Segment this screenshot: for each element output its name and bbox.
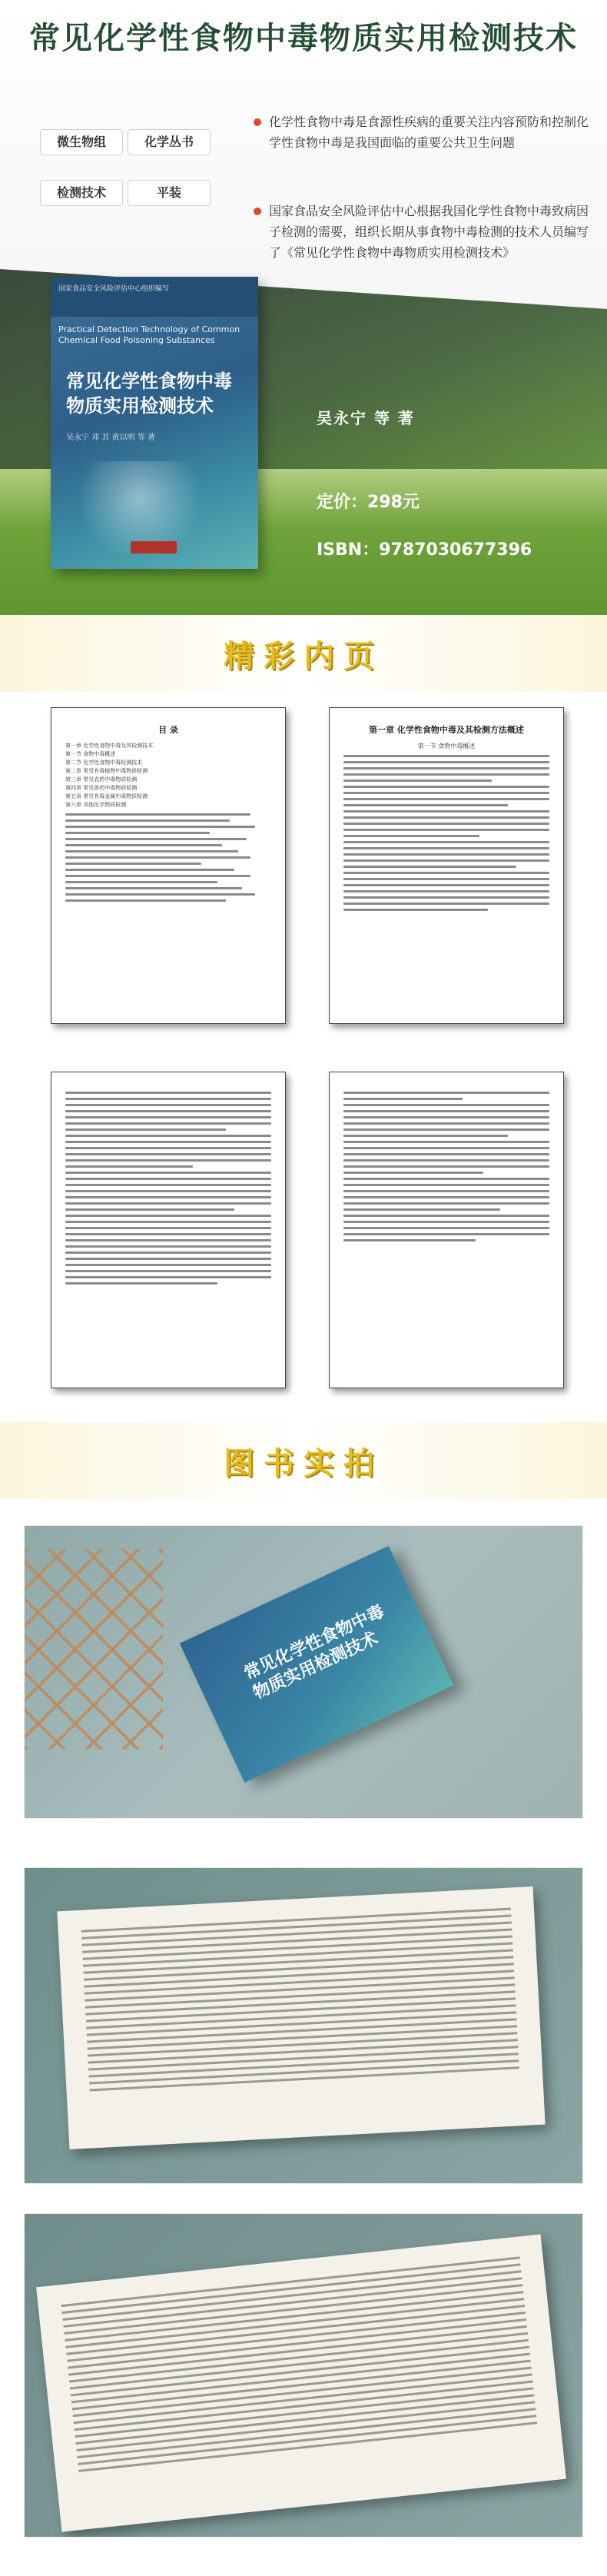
intro-bullet-2: 国家食品安全风险评估中心根据我国化学性食物中毒致病因子检测的需要，组织长期从事食物中毒检测的技术人员编写了《常见化学性食物中毒物质实用检测技术》 xyxy=(269,204,589,260)
text-line xyxy=(343,773,549,776)
text-line xyxy=(343,847,549,849)
text-line xyxy=(65,850,238,853)
text-line xyxy=(65,1215,271,1217)
text-line xyxy=(343,798,549,800)
photo-open-book-1 xyxy=(25,1868,582,2183)
text-line xyxy=(343,786,549,788)
text-line xyxy=(65,1233,271,1235)
text-line xyxy=(65,1116,271,1118)
text-line xyxy=(65,881,217,883)
text-line xyxy=(343,1098,463,1100)
text-line xyxy=(65,1172,271,1174)
text-line xyxy=(65,1221,271,1223)
text-line xyxy=(343,1233,549,1235)
tag-2: 化学丛书 xyxy=(128,129,211,155)
text-line xyxy=(65,844,222,846)
text-line xyxy=(343,1221,549,1223)
cover-series: 国家食品安全风险评估中心组织编写 xyxy=(58,285,170,293)
text-line xyxy=(65,1270,271,1272)
text-line xyxy=(65,887,242,889)
publisher-logo xyxy=(131,541,177,553)
text-line xyxy=(343,1190,549,1192)
book-cover xyxy=(51,277,258,569)
text-line xyxy=(343,841,549,843)
text-line xyxy=(65,838,247,840)
page-title: 常见化学性食物中毒物质实用检测技术 xyxy=(29,21,578,56)
text-line xyxy=(65,1190,271,1192)
toc-title: 目 录 xyxy=(158,725,178,735)
text-line xyxy=(65,893,255,896)
text-line xyxy=(65,1239,271,1241)
text-line xyxy=(343,859,549,862)
text-line xyxy=(343,1159,549,1162)
text-line xyxy=(343,779,492,782)
text-line xyxy=(65,1135,271,1137)
toc-item: 第六章 其他化学物质检测 xyxy=(65,802,127,808)
photo-book-cover xyxy=(25,1526,582,1818)
text-line xyxy=(65,1104,271,1106)
text-line xyxy=(65,856,250,859)
text-line xyxy=(65,1208,234,1211)
toc-item: 第五章 常见有毒金属中毒物质检测 xyxy=(65,793,148,799)
text-line xyxy=(65,813,250,816)
text-line xyxy=(343,909,488,911)
text-line xyxy=(65,1282,217,1285)
text-line xyxy=(65,1141,271,1143)
text-line xyxy=(343,1208,500,1211)
text-line xyxy=(65,1227,271,1229)
section-banner-photos xyxy=(0,1422,607,1499)
toc-item: 第二节 化学性食物中毒检测技术 xyxy=(65,760,143,766)
text-line xyxy=(343,853,549,856)
text-line xyxy=(343,761,549,763)
decorative-rack xyxy=(25,1549,163,1749)
bullet-dot xyxy=(254,208,261,215)
tag-3: 检测技术 xyxy=(40,180,123,206)
text-line xyxy=(65,1264,271,1266)
text-line xyxy=(65,1147,271,1149)
text-line xyxy=(343,1153,549,1155)
text-line xyxy=(343,1122,549,1125)
text-line xyxy=(343,1172,483,1174)
toc-item: 第一节 食物中毒概述 xyxy=(65,751,116,757)
text-line xyxy=(65,1098,271,1100)
text-line xyxy=(343,1215,549,1217)
section-title-photos: 图书实拍 xyxy=(224,1446,383,1481)
text-line xyxy=(343,792,549,794)
text-line xyxy=(343,866,516,868)
text-line xyxy=(343,1135,508,1137)
cover-title-cn: 常见化学性食物中毒物质实用检测技术 xyxy=(66,371,232,417)
text-line xyxy=(343,1141,549,1143)
text-line xyxy=(65,1251,271,1254)
text-line xyxy=(343,1092,549,1094)
text-line xyxy=(65,869,234,871)
text-line xyxy=(343,810,549,813)
text-line xyxy=(343,1184,549,1186)
cover-glassware-image xyxy=(81,461,227,553)
text-line xyxy=(343,884,549,886)
text-line xyxy=(343,1196,549,1198)
text-line xyxy=(343,1227,549,1229)
text-line xyxy=(65,1184,271,1186)
text-line xyxy=(343,767,549,769)
text-line xyxy=(343,1147,549,1149)
open-book-spread xyxy=(36,2234,566,2531)
text-line xyxy=(65,1128,226,1131)
toc-item: 第四章 常见兽药中毒物质检测 xyxy=(65,785,138,791)
photo-book xyxy=(180,1546,453,1783)
toc-item: 第三章 常见农药中毒物质检测 xyxy=(65,776,138,783)
text-line xyxy=(65,1153,271,1155)
bullet-dot xyxy=(254,118,261,126)
text-line xyxy=(343,902,549,905)
text-line xyxy=(65,1258,271,1260)
text-line xyxy=(343,1239,476,1241)
open-book-spread xyxy=(57,1886,545,2149)
tag-4: 平装 xyxy=(128,180,211,206)
chapter-title: 第一章 化学性食物中毒及其检测方法概述 xyxy=(369,725,524,735)
text-line xyxy=(65,832,210,834)
text-line xyxy=(343,804,508,806)
sample-page-body-1 xyxy=(51,1072,286,1388)
tag-1: 微生物组 xyxy=(40,129,123,155)
sample-page-chapter xyxy=(329,707,564,1024)
author-text: 吴永宁 等 著 xyxy=(317,409,415,427)
text-line xyxy=(343,890,549,892)
text-line xyxy=(343,896,549,899)
text-line xyxy=(65,863,201,865)
text-line xyxy=(343,878,549,880)
text-line xyxy=(343,1116,549,1118)
sample-page-body-2 xyxy=(329,1072,564,1388)
price-text: 定价：298元 xyxy=(317,493,420,512)
text-line xyxy=(65,1159,271,1162)
text-line xyxy=(343,1128,549,1131)
text-line xyxy=(65,1202,271,1205)
text-line xyxy=(65,875,250,877)
text-line xyxy=(343,823,549,825)
text-line xyxy=(343,1202,549,1205)
chapter-section: 第一节 食物中毒概述 xyxy=(417,743,476,750)
text-line xyxy=(343,1104,549,1106)
text-line xyxy=(65,1245,271,1248)
text-line xyxy=(343,1178,549,1180)
text-line xyxy=(65,1122,271,1125)
hero-section xyxy=(0,0,607,615)
section-banner-pages xyxy=(0,615,607,692)
text-line xyxy=(65,899,226,902)
intro-bullet-1: 化学性食物中毒是食源性疾病的重要关注内容预防和控制化学性食物中毒是我国面临的重要公共卫生问题 xyxy=(269,115,589,150)
toc-item: 第二章 常见有毒植物中毒物质检测 xyxy=(65,768,148,774)
isbn-text: ISBN：9787030677396 xyxy=(317,540,532,560)
text-line xyxy=(65,1110,271,1112)
text-line xyxy=(343,829,549,831)
text-line xyxy=(65,819,230,822)
text-line xyxy=(343,1110,549,1112)
cover-title-en: Practical Detection Technology of Common Chemical Food Poisoning Substances xyxy=(58,324,240,345)
toc-item: 第一章 化学性食物中毒及其检测技术 xyxy=(65,743,154,749)
text-line xyxy=(65,826,255,828)
cover-authors: 吴永宁 邓 其 黄以明 等 著 xyxy=(66,434,155,442)
text-line xyxy=(65,1165,193,1168)
text-line xyxy=(343,1165,549,1168)
text-line xyxy=(65,1092,271,1094)
text-line xyxy=(65,1178,271,1180)
section-title-pages: 精彩内页 xyxy=(224,639,383,674)
photo-open-book-2 xyxy=(25,2214,582,2537)
sample-page-toc xyxy=(51,707,286,1024)
text-line xyxy=(65,1196,271,1198)
text-line xyxy=(343,835,479,837)
text-line xyxy=(343,755,549,757)
photo-book-title: 常见化学性食物中毒物质实用检测技术 xyxy=(240,1602,387,1703)
text-line xyxy=(343,872,549,874)
text-line xyxy=(65,1276,271,1278)
text-line xyxy=(343,816,549,819)
